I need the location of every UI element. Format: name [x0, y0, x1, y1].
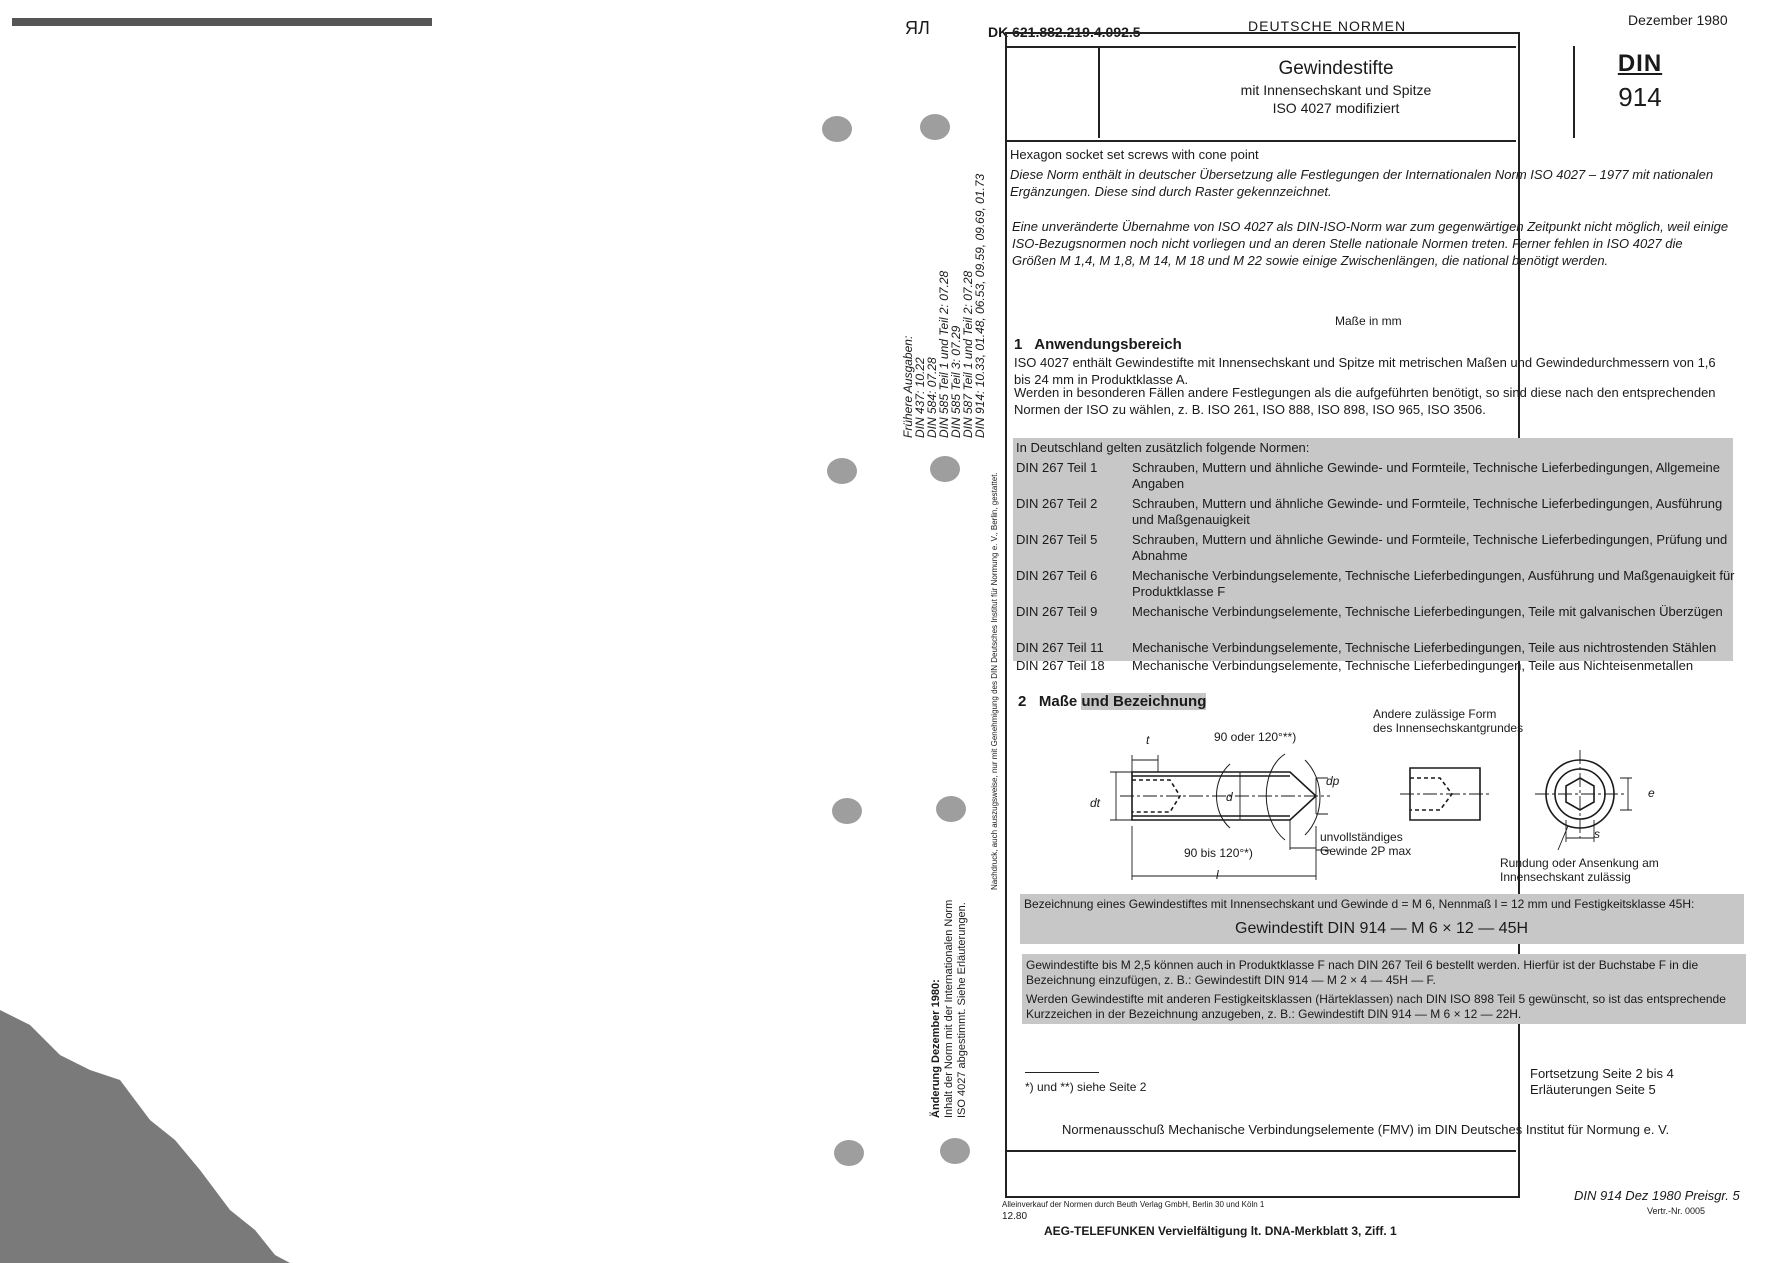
rounding-note-line: Innensechskant zulässig — [1500, 870, 1631, 884]
earlier-editions — [902, 174, 986, 438]
doc-subtitle-iso: ISO 4027 modifiziert — [1272, 100, 1400, 116]
standard-desc: Mechanische Verbindungselemente, Technische Lieferbedingungen, Teile aus nichtrostenden Stählen — [1132, 640, 1717, 655]
dim-dt-label: dt — [1090, 796, 1101, 810]
change-note — [930, 900, 969, 1118]
footer-rule — [1005, 1150, 1516, 1152]
punch-hole — [940, 1138, 970, 1164]
doc-reference: DIN 914 Dez 1980 Preisgr. 5 — [1574, 1188, 1740, 1203]
din-logo: DIN — [1617, 50, 1663, 77]
scope-paragraph: ISO 4027 enthält Gewindestifte mit Innensechskant und Spitze mit metrischen Maßen und Gewindedurchmessern von 1,6 bis 24 mm in Produktklasse A. — [1014, 355, 1716, 387]
footnote-rule — [1025, 1072, 1099, 1073]
dim-l-label: l — [1216, 868, 1219, 882]
section-number: 1 — [1014, 336, 1023, 353]
designation-notes-box — [1022, 954, 1746, 1024]
continuation-line: Fortsetzung Seite 2 bis 4 — [1530, 1066, 1674, 1081]
alt-form-label — [1373, 707, 1523, 735]
earlier-edition-line: DIN 587 Teil 1 und Teil 2: 07.28 — [961, 270, 975, 438]
section-title-shaded: und Bezeichnung — [1081, 693, 1207, 710]
dim-dp-label: dp — [1326, 774, 1340, 788]
rounding-note-line: Rundung oder Ansenkung am — [1500, 856, 1659, 870]
earlier-editions-title: Frühere Ausgaben: — [901, 335, 915, 438]
dim-e-label: e — [1648, 786, 1655, 800]
alt-form-label-line: Andere zulässige Form — [1373, 707, 1497, 721]
thread-note-line: Gewinde 2P max — [1320, 844, 1412, 858]
standard-desc: Mechanische Verbindungselemente, Technische Lieferbedingungen, Teile aus Nichteisenmetallen — [1132, 658, 1694, 673]
sale-note: Alleinverkauf der Normen durch Beuth Verlag GmbH, Berlin 30 und Köln 1 — [1002, 1200, 1265, 1209]
dim-d-label: d — [1226, 790, 1233, 804]
doc-title: Gewindestifte — [1278, 58, 1394, 79]
standard-code: DIN 267 Teil 6 — [1016, 568, 1098, 583]
change-title: Änderung Dezember 1980: — [930, 979, 942, 1118]
earlier-edition-line: DIN 585 Teil 1 und Teil 2: 07.28 — [937, 270, 951, 438]
standard-code: DIN 267 Teil 1 — [1016, 460, 1098, 475]
standard-desc: Mechanische Verbindungselemente, Technische Lieferbedingungen, Ausführung und Maßgenauigkeit für Produktklasse F — [1132, 568, 1735, 599]
intro-paragraph: Diese Norm enthält in deutscher Übersetzung alle Festlegungen der Internationalen Norm ISO 4027 – 1977 mit nationalen Ergänzungen. Diese sind durch Raster gekennzeichnet. — [1010, 167, 1714, 199]
punch-hole — [827, 458, 857, 484]
standard-code: DIN 267 Teil 11 — [1016, 640, 1104, 655]
earlier-edition-line: DIN 584: 07.28 — [925, 357, 939, 438]
rounding-note — [1500, 856, 1659, 884]
thread-note — [1320, 830, 1411, 858]
earlier-edition-line: DIN 914: 10.33, 01.48, 06.53, 09.59, 09.69, 01.73 — [973, 173, 987, 438]
scope-paragraph-2: Werden in besonderen Fällen andere Festlegungen als die aufgeführten benötigt, so sind diese nach den entsprechenden Normen der ISO zu wählen, z. B. ISO 261, ISO 888, ISO 898, ISO 965, ISO 3506. — [1014, 385, 1716, 417]
standard-desc: Schrauben, Muttern und ähnliche Gewinde- und Formteile, Technische Lieferbedingungen, Allgemeine Angaben — [1132, 460, 1721, 491]
punch-hole — [822, 116, 852, 142]
copyright-note: Nachdruck, auch auszugsweise, nur mit Genehmigung des DIN Deutsches Institut für Normung e. V., Berlin, gestattet. — [990, 472, 999, 890]
intro-paragraph-2: Eine unveränderte Übernahme von ISO 4027 als DIN-ISO-Norm war zum gegenwärtigen Zeitpunkt nicht möglich, weil einige ISO-Bezugsnormen noch nicht vorliegen und an deren Stelle nationale Normen treten. Ferner fehlen in ISO 4027 die Größen M 1,4, M 1,8, M 14, M 18 und M 22 sowie einige Zwischenlängen, die national benötigt werden. — [1012, 219, 1729, 268]
title-block-center — [1100, 58, 1572, 116]
earlier-edition-line: DIN 437: 10.22 — [913, 357, 927, 438]
punch-hole — [832, 798, 862, 824]
section-number: 2 — [1018, 693, 1027, 710]
punch-hole — [936, 796, 966, 822]
series-title: DEUTSCHE NORMEN — [1248, 18, 1407, 34]
designation-box — [1020, 894, 1744, 944]
committee-note: Normenausschuß Mechanische Verbindungselemente (FMV) im DIN Deutsches Institut für Normung e. V. — [1062, 1122, 1670, 1137]
din-number: 914 — [1618, 82, 1662, 112]
section-title: Maße — [1038, 693, 1078, 710]
units-note: Maße in mm — [1335, 314, 1402, 328]
dim-s-label: s — [1594, 827, 1600, 841]
standard-desc: Schrauben, Muttern und ähnliche Gewinde- und Formteile, Technische Lieferbedingungen, Ausführung und Maßgenauigkeit — [1132, 496, 1723, 527]
edition-date: Dezember 1980 — [1628, 12, 1728, 26]
footnote: *) und **) siehe Seite 2 — [1025, 1080, 1147, 1094]
punch-hole — [834, 1140, 864, 1166]
earlier-edition-line: DIN 585 Teil 3: 07.29 — [949, 325, 963, 438]
reproduction-note: AEG-TELEFUNKEN Vervielfältigung lt. DNA-Merkblatt 3, Ziff. 1 — [1044, 1224, 1397, 1238]
scan-torn-edge — [0, 1010, 290, 1263]
change-line: ISO 4027 abgestimmt. Siehe Erläuterungen. — [956, 902, 968, 1118]
standard-desc: Schrauben, Muttern und ähnliche Gewinde- und Formteile, Technische Lieferbedingungen, Prüfung und Abnahme — [1132, 532, 1728, 563]
strength-class-note: Werden Gewindestifte mit anderen Festigkeitsklassen (Härteklassen) nach DIN ISO 898 Teil 5 gewünscht, so ist das entsprechende Kurzzeichen in der Bezeichnung anzugeben, z. B.: Gewindestift DIN 914 — M 6 × 12 — 22H. — [1026, 992, 1726, 1021]
din-badge — [1575, 50, 1705, 113]
continuation-line: Erläuterungen Seite 5 — [1530, 1082, 1656, 1097]
punch-hole — [920, 114, 950, 140]
continuation-note — [1530, 1066, 1674, 1098]
angle-top-label: 90 oder 120°**) — [1214, 730, 1297, 744]
margin-mark: ЯЛ — [905, 18, 930, 38]
doc-subtitle: mit Innensechskant und Spitze — [1240, 82, 1432, 98]
change-line: Inhalt der Norm mit der Internationalen Norm — [943, 899, 955, 1118]
standard-code: DIN 267 Teil 2 — [1016, 496, 1098, 511]
section-title: Anwendungsbereich — [1034, 336, 1182, 353]
scan-edge-bar — [12, 18, 432, 26]
english-title: Hexagon socket set screws with cone point — [1010, 147, 1259, 162]
alt-form-label-line: des Innensechskantgrundes — [1373, 721, 1524, 735]
standard-code: DIN 267 Teil 5 — [1016, 532, 1098, 547]
standard-code: DIN 267 Teil 18 — [1016, 658, 1105, 673]
date-code: 12.80 — [1002, 1211, 1028, 1222]
standard-code: DIN 267 Teil 9 — [1016, 604, 1098, 619]
vertrieb-number: Vertr.-Nr. 0005 — [1647, 1206, 1706, 1216]
standard-desc: Mechanische Verbindungselemente, Technische Lieferbedingungen, Teile mit galvanischen Überzügen — [1132, 604, 1723, 619]
punch-hole — [930, 456, 960, 482]
thread-note-line: unvollständiges — [1320, 830, 1403, 844]
angle-bottom-label: 90 bis 120°*) — [1184, 846, 1253, 860]
product-class-note: Gewindestifte bis M 2,5 können auch in Produktklasse F nach DIN 267 Teil 6 bestellt werden. Hierfür ist der Buchstabe F in die Bezeichnung einzufügen, z. B.: Gewindestift DIN 914 — M 2 × 4 — 45H — F. — [1026, 958, 1699, 987]
germany-intro: In Deutschland gelten zusätzlich folgende Normen: — [1016, 440, 1310, 455]
designation-text: Bezeichnung eines Gewindestiftes mit Innensechskant und Gewinde d = M 6, Nennmaß l = 12 mm und Festigkeitsklasse 45H: — [1024, 897, 1695, 911]
designation-example: Gewindestift DIN 914 — M 6 × 12 — 45H — [1235, 920, 1529, 937]
dk-number: DK 621.882.219.4.092.5 — [988, 24, 1141, 40]
dim-t-label: t — [1146, 733, 1150, 747]
section-1-heading — [1014, 336, 1182, 353]
